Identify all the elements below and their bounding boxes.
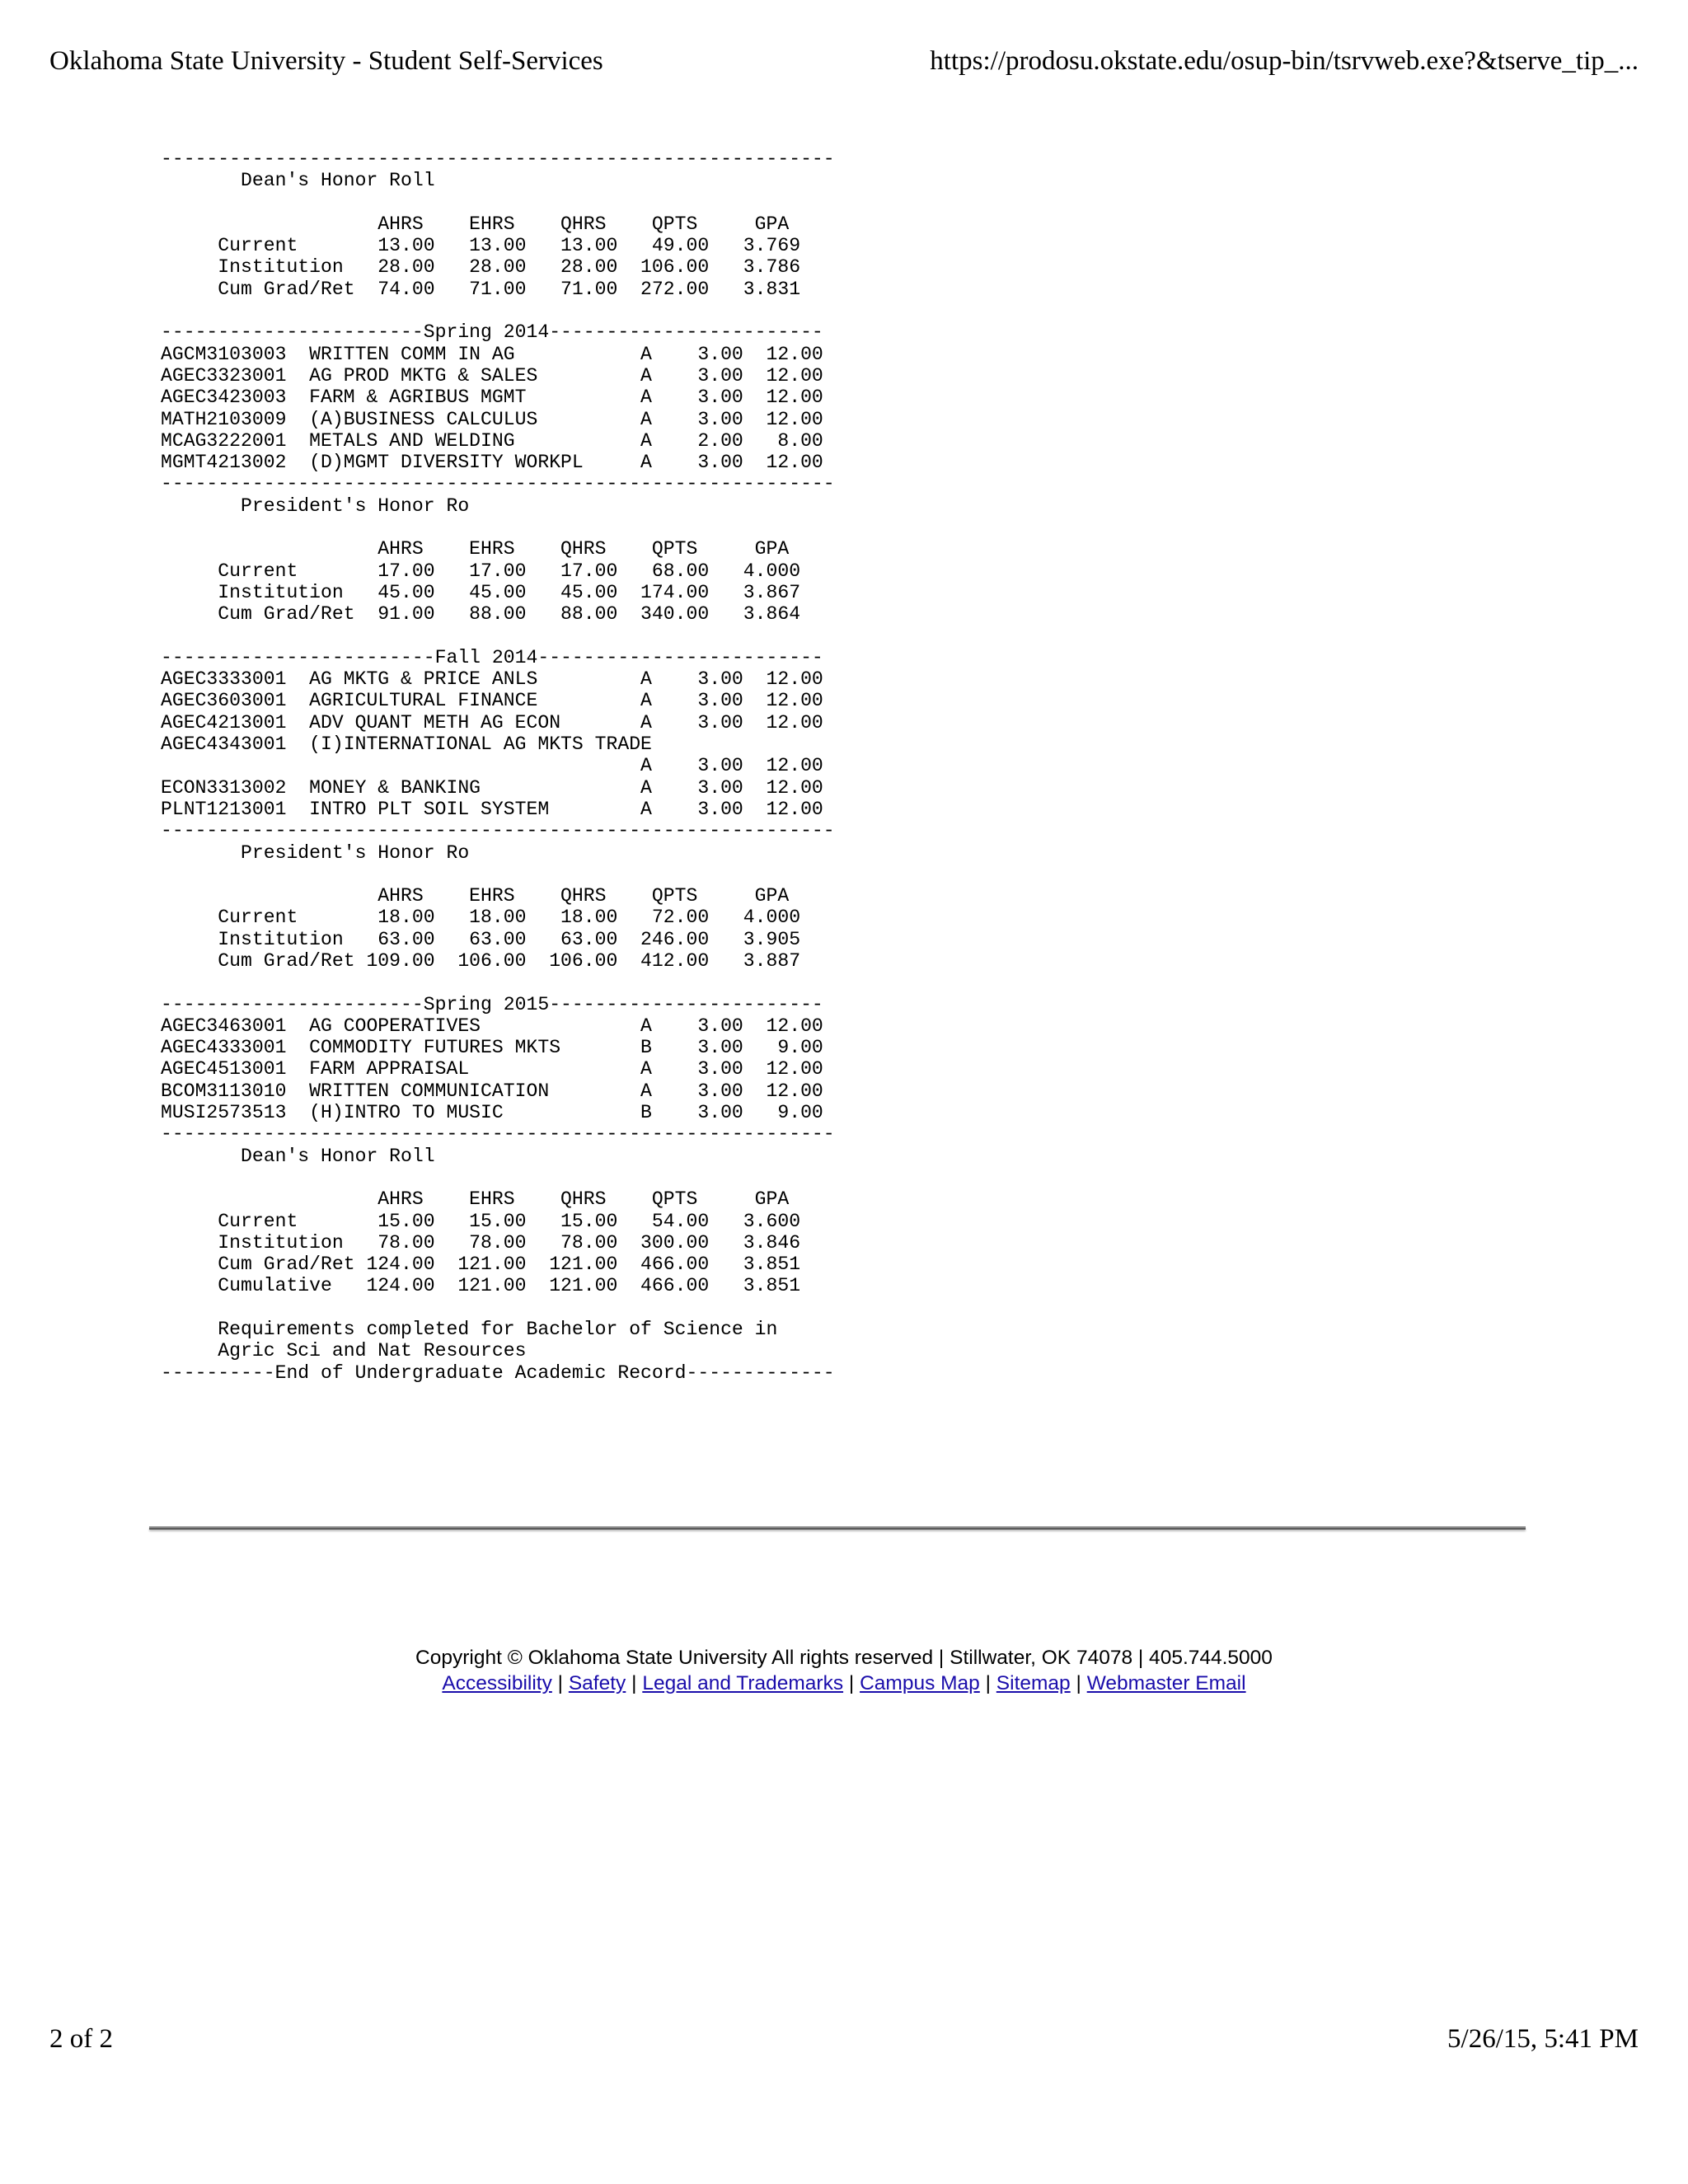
record-line: AGEC4343001 (I)INTERNATIONAL AG MKTS TRADE (161, 733, 652, 756)
record-line: A 3.00 12.00 (161, 755, 823, 777)
record-line: Institution 78.00 78.00 78.00 300.00 3.846 (161, 1231, 801, 1254)
record-line: Institution 63.00 63.00 63.00 246.00 3.905 (161, 928, 801, 950)
horizontal-divider (149, 1526, 1526, 1530)
footer-link[interactable]: Sitemap (996, 1672, 1071, 1694)
record-line: Cum Grad/Ret 91.00 88.00 88.00 340.00 3.864 (161, 603, 801, 626)
record-line: AGEC4513001 FARM APPRAISAL A 3.00 12.00 (161, 1058, 823, 1080)
record-line: President's Honor Ro (161, 494, 470, 517)
record-line: Dean's Honor Roll (161, 1145, 435, 1167)
record-line (161, 192, 835, 213)
link-separator: | (631, 1672, 637, 1694)
record-line: Current 15.00 15.00 15.00 54.00 3.600 (161, 1210, 801, 1232)
print-page-title: Oklahoma State University - Student Self-Services (49, 46, 603, 76)
record-line: AGEC3603001 AGRICULTURAL FINANCE A 3.00 12.00 (161, 690, 823, 712)
record-line: ----------------------------------------------------------- (161, 820, 835, 842)
record-line: ECON3313002 MONEY & BANKING A 3.00 12.00 (161, 776, 823, 799)
record-line: President's Honor Ro (161, 841, 470, 864)
record-line (161, 864, 835, 885)
print-footer (49, 2026, 1639, 2053)
footer-link[interactable]: Accessibility (442, 1672, 552, 1694)
record-line: ----------End of Undergraduate Academic Record------------- (161, 1361, 835, 1384)
record-line: ----------------------------------------------------------- (161, 1123, 835, 1146)
page-number: 2 of 2 (49, 2024, 113, 2054)
record-line: MGMT4213002 (D)MGMT DIVERSITY WORKPL A 3.00 12.00 (161, 452, 823, 474)
record-line: Dean's Honor Roll (161, 170, 435, 192)
record-line: PLNT1213001 INTRO PLT SOIL SYSTEM A 3.00 12.00 (161, 798, 823, 820)
record-line: Cum Grad/Ret 109.00 106.00 106.00 412.00 3.887 (161, 949, 801, 972)
academic-record (161, 148, 835, 1384)
record-line: MCAG3222001 METALS AND WELDING A 2.00 8.00 (161, 429, 823, 452)
link-separator: | (985, 1672, 991, 1694)
record-line (161, 517, 835, 538)
record-line: Institution 45.00 45.00 45.00 174.00 3.867 (161, 581, 801, 603)
record-line: AHRS EHRS QHRS QPTS GPA (161, 538, 790, 560)
print-page-url: https://prodosu.okstate.edu/osup-bin/tsrvweb.exe?&tserve_tip_... (930, 46, 1639, 76)
record-line (161, 626, 835, 647)
record-line: -----------------------Spring 2015------------------------ (161, 993, 823, 1015)
record-line (161, 1297, 835, 1319)
record-line: AHRS EHRS QHRS QPTS GPA (161, 213, 790, 235)
record-line: AGCM3103003 WRITTEN COMM IN AG A 3.00 12.00 (161, 343, 823, 365)
record-line (161, 300, 835, 321)
record-line: Cum Grad/Ret 124.00 121.00 121.00 466.00 3.851 (161, 1254, 801, 1276)
footer-link[interactable]: Legal and Trademarks (642, 1672, 844, 1694)
record-line: Agric Sci and Nat Resources (161, 1340, 527, 1362)
link-separator: | (557, 1672, 564, 1694)
record-line: MATH2103009 (A)BUSINESS CALCULUS A 3.00 12.00 (161, 408, 823, 430)
footer-link[interactable]: Webmaster Email (1086, 1672, 1246, 1694)
record-line: ----------------------------------------------------------- (161, 148, 835, 170)
record-line: Current 17.00 17.00 17.00 68.00 4.000 (161, 560, 801, 582)
link-separator: | (848, 1672, 855, 1694)
footer-links (0, 1671, 1688, 1696)
record-line: AGEC3333001 AG MKTG & PRICE ANLS A 3.00 12.00 (161, 668, 823, 691)
record-line: AHRS EHRS QHRS QPTS GPA (161, 1188, 790, 1211)
record-line (161, 1167, 835, 1188)
record-line: Institution 28.00 28.00 28.00 106.00 3.786 (161, 256, 801, 279)
record-line: AGEC3463001 AG COOPERATIVES A 3.00 12.00 (161, 1015, 823, 1037)
record-line: BCOM3113010 WRITTEN COMMUNICATION A 3.00 12.00 (161, 1080, 823, 1102)
copyright-text: Copyright © Oklahoma State University All rights reserved | Stillwater, OK 74078 | 405.744.5000 (415, 1647, 1273, 1669)
footer-link[interactable]: Campus Map (860, 1672, 980, 1694)
record-line: AGEC3323001 AG PROD MKTG & SALES A 3.00 12.00 (161, 364, 823, 387)
record-line: AGEC4213001 ADV QUANT METH AG ECON A 3.00 12.00 (161, 711, 823, 733)
print-header (49, 48, 1639, 75)
record-line: MUSI2573513 (H)INTRO TO MUSIC B 3.00 9.00 (161, 1102, 823, 1124)
record-line: ------------------------Fall 2014------------------------- (161, 646, 823, 668)
link-separator: | (1076, 1672, 1081, 1694)
print-datetime: 5/26/15, 5:41 PM (1447, 2024, 1639, 2054)
record-line: Current 18.00 18.00 18.00 72.00 4.000 (161, 907, 801, 929)
record-line: -----------------------Spring 2014------------------------ (161, 321, 823, 344)
record-line: AHRS EHRS QHRS QPTS GPA (161, 885, 790, 907)
footer-link[interactable]: Safety (568, 1672, 626, 1694)
record-line (161, 972, 835, 993)
record-line: AGEC3423003 FARM & AGRIBUS MGMT A 3.00 12.00 (161, 387, 823, 409)
record-line: Cumulative 124.00 121.00 121.00 466.00 3.851 (161, 1275, 801, 1297)
record-line: Cum Grad/Ret 74.00 71.00 71.00 272.00 3.831 (161, 278, 801, 300)
record-line: AGEC4333001 COMMODITY FUTURES MKTS B 3.00 9.00 (161, 1037, 823, 1059)
site-footer (0, 1645, 1688, 1696)
record-line: Current 13.00 13.00 13.00 49.00 3.769 (161, 235, 801, 257)
record-line: ----------------------------------------------------------- (161, 473, 835, 495)
record-line: Requirements completed for Bachelor of Science in (161, 1319, 778, 1341)
